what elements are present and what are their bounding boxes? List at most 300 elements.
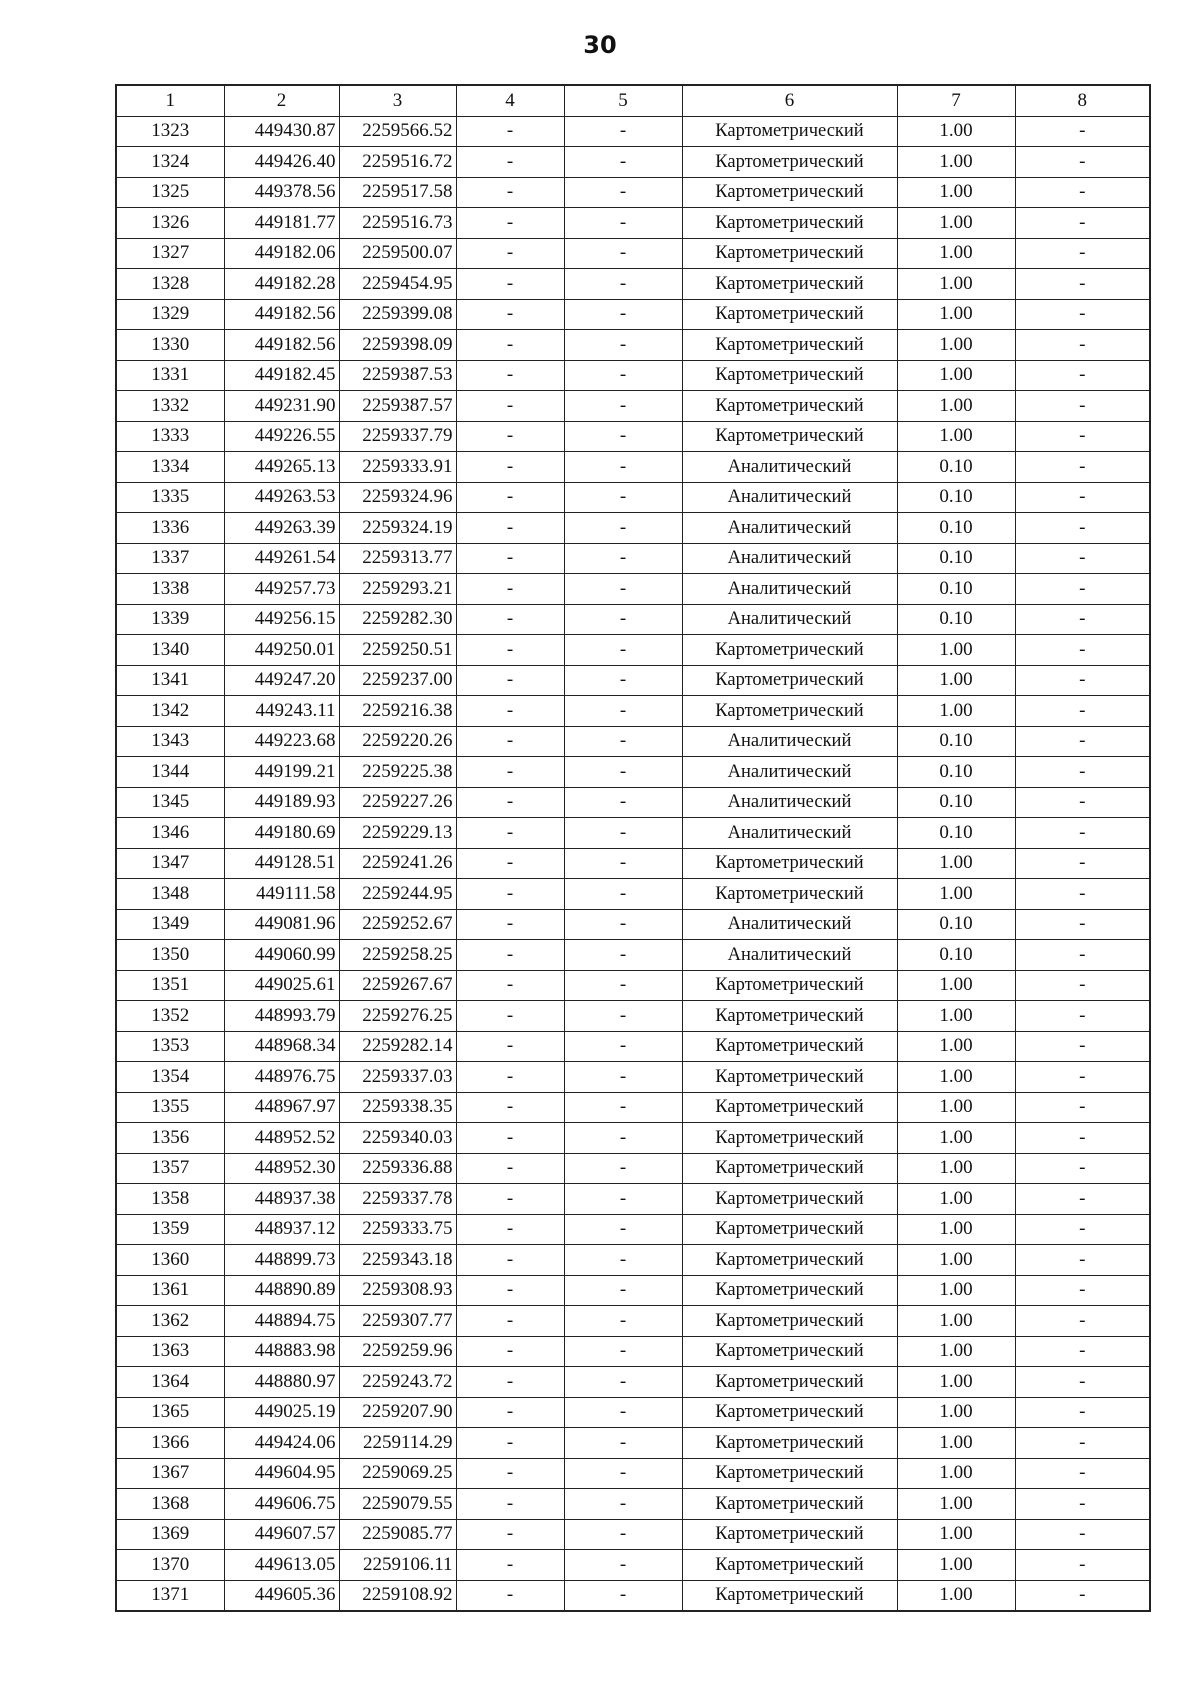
table-cell-coord-y: 2259337.79 xyxy=(339,421,456,452)
table-cell-coord-x: 449081.96 xyxy=(224,909,339,940)
table-row xyxy=(116,787,1150,818)
table-row xyxy=(116,1153,1150,1184)
table-cell-col-5-value: - xyxy=(564,1092,682,1123)
table-cell-col-5-value: - xyxy=(564,574,682,605)
table-cell-coord-y: 2259241.26 xyxy=(339,848,456,879)
column-header: 8 xyxy=(1015,85,1150,116)
table-cell-col-5-value: - xyxy=(564,757,682,788)
table-cell-point-number: 1332 xyxy=(116,391,224,422)
table-cell-coord-y: 2259500.07 xyxy=(339,238,456,269)
table-cell-col-4-value: - xyxy=(456,391,564,422)
table-cell-coord-y: 2259108.92 xyxy=(339,1580,456,1611)
table-row xyxy=(116,238,1150,269)
table-cell-accuracy: 1.00 xyxy=(897,879,1015,910)
table-cell-coord-x: 448976.75 xyxy=(224,1062,339,1093)
table-cell-method: Картометрический xyxy=(682,665,897,696)
table-cell-col-4-value: - xyxy=(456,208,564,239)
table-cell-coord-y: 2259324.19 xyxy=(339,513,456,544)
table-cell-point-number: 1345 xyxy=(116,787,224,818)
table-cell-col-4-value: - xyxy=(456,1092,564,1123)
page-number: 30 xyxy=(583,31,617,59)
table-cell-col-4-value: - xyxy=(456,818,564,849)
table-cell-col-4-value: - xyxy=(456,1153,564,1184)
table-cell-point-number: 1347 xyxy=(116,848,224,879)
table-cell-method: Картометрический xyxy=(682,330,897,361)
table-cell-col-5-value: - xyxy=(564,1367,682,1398)
table-row xyxy=(116,391,1150,422)
table-cell-method: Картометрический xyxy=(682,116,897,147)
table-cell-col-8-value: - xyxy=(1015,116,1150,147)
table-cell-coord-x: 449607.57 xyxy=(224,1519,339,1550)
table-cell-coord-x: 448880.97 xyxy=(224,1367,339,1398)
table-cell-col-4-value: - xyxy=(456,452,564,483)
table-cell-col-4-value: - xyxy=(456,848,564,879)
table-cell-coord-y: 2259216.38 xyxy=(339,696,456,727)
table-cell-coord-y: 2259313.77 xyxy=(339,543,456,574)
table-row xyxy=(116,1489,1150,1520)
table-cell-coord-x: 448952.52 xyxy=(224,1123,339,1154)
table-cell-col-4-value: - xyxy=(456,1550,564,1581)
table-cell-col-4-value: - xyxy=(456,1306,564,1337)
table-cell-method: Картометрический xyxy=(682,147,897,178)
table-cell-coord-x: 449231.90 xyxy=(224,391,339,422)
table-cell-point-number: 1371 xyxy=(116,1580,224,1611)
table-cell-coord-x: 449226.55 xyxy=(224,421,339,452)
table-cell-point-number: 1334 xyxy=(116,452,224,483)
table-cell-method: Картометрический xyxy=(682,1092,897,1123)
table-cell-col-5-value: - xyxy=(564,635,682,666)
table-cell-coord-x: 448937.12 xyxy=(224,1214,339,1245)
table-cell-col-5-value: - xyxy=(564,1031,682,1062)
table-cell-accuracy: 1.00 xyxy=(897,1580,1015,1611)
table-cell-coord-x: 448952.30 xyxy=(224,1153,339,1184)
table-row xyxy=(116,1001,1150,1032)
table-cell-col-4-value: - xyxy=(456,1458,564,1489)
table-cell-col-4-value: - xyxy=(456,360,564,391)
table-cell-col-4-value: - xyxy=(456,1062,564,1093)
table-row xyxy=(116,1275,1150,1306)
table-cell-col-8-value: - xyxy=(1015,909,1150,940)
table-cell-coord-y: 2259307.77 xyxy=(339,1306,456,1337)
table-cell-col-4-value: - xyxy=(456,757,564,788)
table-row xyxy=(116,1458,1150,1489)
table-row xyxy=(116,1123,1150,1154)
table-cell-coord-y: 2259276.25 xyxy=(339,1001,456,1032)
table-cell-coord-x: 449606.75 xyxy=(224,1489,339,1520)
table-cell-accuracy: 1.00 xyxy=(897,696,1015,727)
table-cell-col-5-value: - xyxy=(564,1336,682,1367)
table-cell-accuracy: 1.00 xyxy=(897,1306,1015,1337)
table-cell-point-number: 1355 xyxy=(116,1092,224,1123)
table-cell-col-5-value: - xyxy=(564,208,682,239)
table-cell-accuracy: 1.00 xyxy=(897,1062,1015,1093)
table-cell-col-8-value: - xyxy=(1015,635,1150,666)
table-cell-col-4-value: - xyxy=(456,970,564,1001)
table-cell-accuracy: 1.00 xyxy=(897,147,1015,178)
table-cell-col-5-value: - xyxy=(564,665,682,696)
table-row xyxy=(116,1550,1150,1581)
table-cell-coord-x: 448899.73 xyxy=(224,1245,339,1276)
table-cell-point-number: 1364 xyxy=(116,1367,224,1398)
table-cell-method: Аналитический xyxy=(682,452,897,483)
table-cell-col-4-value: - xyxy=(456,299,564,330)
table-cell-point-number: 1328 xyxy=(116,269,224,300)
table-cell-col-5-value: - xyxy=(564,421,682,452)
table-cell-coord-x: 449111.58 xyxy=(224,879,339,910)
table-cell-coord-y: 2259227.26 xyxy=(339,787,456,818)
table-cell-accuracy: 1.00 xyxy=(897,1001,1015,1032)
table-cell-col-4-value: - xyxy=(456,1519,564,1550)
table-cell-point-number: 1342 xyxy=(116,696,224,727)
table-cell-col-4-value: - xyxy=(456,635,564,666)
table-cell-accuracy: 1.00 xyxy=(897,665,1015,696)
table-cell-coord-x: 449189.93 xyxy=(224,787,339,818)
table-cell-method: Картометрический xyxy=(682,299,897,330)
table-cell-coord-x: 449182.28 xyxy=(224,269,339,300)
table-cell-col-8-value: - xyxy=(1015,757,1150,788)
table-row xyxy=(116,452,1150,483)
table-cell-coord-x: 448894.75 xyxy=(224,1306,339,1337)
table-cell-accuracy: 0.10 xyxy=(897,726,1015,757)
table-cell-col-5-value: - xyxy=(564,1275,682,1306)
table-cell-coord-y: 2259282.14 xyxy=(339,1031,456,1062)
table-cell-point-number: 1344 xyxy=(116,757,224,788)
table-cell-point-number: 1366 xyxy=(116,1428,224,1459)
table-cell-col-8-value: - xyxy=(1015,726,1150,757)
table-cell-method: Аналитический xyxy=(682,787,897,818)
table-cell-col-8-value: - xyxy=(1015,1458,1150,1489)
table-cell-method: Аналитический xyxy=(682,726,897,757)
table-cell-col-8-value: - xyxy=(1015,208,1150,239)
table-cell-col-4-value: - xyxy=(456,1214,564,1245)
table-cell-accuracy: 0.10 xyxy=(897,757,1015,788)
table-cell-coord-y: 2259282.30 xyxy=(339,604,456,635)
table-cell-coord-x: 449025.61 xyxy=(224,970,339,1001)
table-cell-coord-x: 449182.45 xyxy=(224,360,339,391)
table-cell-point-number: 1359 xyxy=(116,1214,224,1245)
table-row xyxy=(116,1397,1150,1428)
table-cell-point-number: 1329 xyxy=(116,299,224,330)
table-cell-col-8-value: - xyxy=(1015,391,1150,422)
table-cell-col-5-value: - xyxy=(564,1489,682,1520)
table-row xyxy=(116,1519,1150,1550)
table-cell-coord-x: 449265.13 xyxy=(224,452,339,483)
table-row xyxy=(116,513,1150,544)
table-cell-col-5-value: - xyxy=(564,909,682,940)
table-cell-col-5-value: - xyxy=(564,879,682,910)
table-cell-col-8-value: - xyxy=(1015,1153,1150,1184)
table-cell-col-8-value: - xyxy=(1015,482,1150,513)
table-cell-col-5-value: - xyxy=(564,970,682,1001)
table-cell-method: Картометрический xyxy=(682,421,897,452)
table-cell-col-8-value: - xyxy=(1015,1184,1150,1215)
table-cell-accuracy: 0.10 xyxy=(897,604,1015,635)
table-cell-col-5-value: - xyxy=(564,116,682,147)
table-cell-col-5-value: - xyxy=(564,177,682,208)
table-cell-col-4-value: - xyxy=(456,330,564,361)
table-row xyxy=(116,1092,1150,1123)
table-cell-point-number: 1369 xyxy=(116,1519,224,1550)
table-cell-accuracy: 1.00 xyxy=(897,1184,1015,1215)
table-cell-col-5-value: - xyxy=(564,1306,682,1337)
table-cell-point-number: 1343 xyxy=(116,726,224,757)
table-cell-accuracy: 1.00 xyxy=(897,299,1015,330)
table-cell-method: Картометрический xyxy=(682,1184,897,1215)
table-cell-point-number: 1363 xyxy=(116,1336,224,1367)
table-cell-col-5-value: - xyxy=(564,1123,682,1154)
table-cell-point-number: 1325 xyxy=(116,177,224,208)
table-cell-col-4-value: - xyxy=(456,909,564,940)
table-cell-coord-y: 2259454.95 xyxy=(339,269,456,300)
table-cell-col-8-value: - xyxy=(1015,1001,1150,1032)
table-row xyxy=(116,1245,1150,1276)
table-cell-coord-y: 2259399.08 xyxy=(339,299,456,330)
table-cell-coord-x: 449604.95 xyxy=(224,1458,339,1489)
table-cell-col-8-value: - xyxy=(1015,970,1150,1001)
table-cell-coord-x: 449182.56 xyxy=(224,299,339,330)
table-header-row xyxy=(116,85,1150,116)
table-cell-col-4-value: - xyxy=(456,482,564,513)
table-cell-coord-x: 448937.38 xyxy=(224,1184,339,1215)
table-cell-coord-y: 2259333.75 xyxy=(339,1214,456,1245)
table-cell-coord-y: 2259398.09 xyxy=(339,330,456,361)
table-cell-coord-y: 2259293.21 xyxy=(339,574,456,605)
table-cell-accuracy: 1.00 xyxy=(897,360,1015,391)
table-cell-coord-y: 2259114.29 xyxy=(339,1428,456,1459)
column-header: 1 xyxy=(116,85,224,116)
table-cell-col-4-value: - xyxy=(456,421,564,452)
table-cell-col-8-value: - xyxy=(1015,1275,1150,1306)
table-cell-col-8-value: - xyxy=(1015,940,1150,971)
table-cell-col-8-value: - xyxy=(1015,1428,1150,1459)
table-cell-col-4-value: - xyxy=(456,574,564,605)
table-cell-accuracy: 0.10 xyxy=(897,543,1015,574)
table-cell-method: Картометрический xyxy=(682,696,897,727)
table-cell-accuracy: 1.00 xyxy=(897,1031,1015,1062)
table-cell-point-number: 1327 xyxy=(116,238,224,269)
table-cell-point-number: 1365 xyxy=(116,1397,224,1428)
table-cell-col-5-value: - xyxy=(564,330,682,361)
table-cell-col-8-value: - xyxy=(1015,1336,1150,1367)
table-cell-col-5-value: - xyxy=(564,848,682,879)
table-cell-coord-y: 2259566.52 xyxy=(339,116,456,147)
table-cell-coord-x: 448993.79 xyxy=(224,1001,339,1032)
table-cell-accuracy: 1.00 xyxy=(897,1275,1015,1306)
column-header: 5 xyxy=(564,85,682,116)
table-cell-point-number: 1351 xyxy=(116,970,224,1001)
table-cell-col-8-value: - xyxy=(1015,330,1150,361)
table-cell-coord-y: 2259337.03 xyxy=(339,1062,456,1093)
column-header: 6 xyxy=(682,85,897,116)
column-header: 3 xyxy=(339,85,456,116)
table-cell-col-8-value: - xyxy=(1015,665,1150,696)
table-cell-col-5-value: - xyxy=(564,543,682,574)
table-cell-col-8-value: - xyxy=(1015,1519,1150,1550)
table-cell-col-4-value: - xyxy=(456,879,564,910)
table-row xyxy=(116,909,1150,940)
table-cell-coord-x: 449261.54 xyxy=(224,543,339,574)
table-cell-point-number: 1349 xyxy=(116,909,224,940)
table-cell-col-8-value: - xyxy=(1015,1062,1150,1093)
table-cell-col-8-value: - xyxy=(1015,177,1150,208)
table-cell-col-8-value: - xyxy=(1015,238,1150,269)
table-cell-col-4-value: - xyxy=(456,1336,564,1367)
table-cell-point-number: 1330 xyxy=(116,330,224,361)
table-cell-accuracy: 0.10 xyxy=(897,909,1015,940)
table-cell-point-number: 1354 xyxy=(116,1062,224,1093)
table-cell-method: Картометрический xyxy=(682,1397,897,1428)
table-row xyxy=(116,818,1150,849)
table-cell-col-8-value: - xyxy=(1015,513,1150,544)
table-cell-coord-y: 2259308.93 xyxy=(339,1275,456,1306)
table-cell-method: Картометрический xyxy=(682,208,897,239)
table-cell-col-5-value: - xyxy=(564,299,682,330)
table-cell-col-4-value: - xyxy=(456,116,564,147)
table-cell-col-8-value: - xyxy=(1015,1397,1150,1428)
table-cell-method: Аналитический xyxy=(682,940,897,971)
table-row xyxy=(116,269,1150,300)
table-cell-col-4-value: - xyxy=(456,1367,564,1398)
table-cell-coord-y: 2259225.38 xyxy=(339,757,456,788)
table-cell-coord-y: 2259220.26 xyxy=(339,726,456,757)
table-row xyxy=(116,604,1150,635)
table-cell-col-4-value: - xyxy=(456,147,564,178)
table-cell-col-4-value: - xyxy=(456,1428,564,1459)
table-cell-col-5-value: - xyxy=(564,604,682,635)
table-cell-col-4-value: - xyxy=(456,1184,564,1215)
table-cell-coord-y: 2259229.13 xyxy=(339,818,456,849)
table-cell-col-8-value: - xyxy=(1015,574,1150,605)
table-cell-point-number: 1326 xyxy=(116,208,224,239)
table-row xyxy=(116,726,1150,757)
table-cell-accuracy: 1.00 xyxy=(897,330,1015,361)
table-cell-col-4-value: - xyxy=(456,543,564,574)
table-cell-coord-x: 449378.56 xyxy=(224,177,339,208)
table-row xyxy=(116,208,1150,239)
table-cell-point-number: 1346 xyxy=(116,818,224,849)
table-row xyxy=(116,1580,1150,1611)
table-cell-coord-x: 449025.19 xyxy=(224,1397,339,1428)
table-row xyxy=(116,879,1150,910)
table-cell-method: Картометрический xyxy=(682,391,897,422)
table-cell-method: Картометрический xyxy=(682,360,897,391)
table-cell-accuracy: 1.00 xyxy=(897,208,1015,239)
table-cell-method: Картометрический xyxy=(682,1580,897,1611)
table-cell-point-number: 1324 xyxy=(116,147,224,178)
table-cell-point-number: 1353 xyxy=(116,1031,224,1062)
table-cell-coord-y: 2259387.57 xyxy=(339,391,456,422)
table-cell-col-5-value: - xyxy=(564,1428,682,1459)
table-cell-point-number: 1336 xyxy=(116,513,224,544)
table-body xyxy=(116,116,1150,1611)
table-cell-method: Картометрический xyxy=(682,1245,897,1276)
table-cell-coord-y: 2259267.67 xyxy=(339,970,456,1001)
table-cell-col-8-value: - xyxy=(1015,1489,1150,1520)
table-cell-accuracy: 1.00 xyxy=(897,848,1015,879)
table-cell-col-8-value: - xyxy=(1015,1245,1150,1276)
table-cell-coord-x: 448967.97 xyxy=(224,1092,339,1123)
table-row xyxy=(116,757,1150,788)
table-cell-col-5-value: - xyxy=(564,787,682,818)
table-cell-coord-x: 449256.15 xyxy=(224,604,339,635)
table-cell-col-4-value: - xyxy=(456,787,564,818)
table-cell-coord-x: 449263.53 xyxy=(224,482,339,513)
table-row xyxy=(116,574,1150,605)
table-cell-coord-y: 2259244.95 xyxy=(339,879,456,910)
table-cell-col-5-value: - xyxy=(564,1001,682,1032)
table-cell-point-number: 1337 xyxy=(116,543,224,574)
table-cell-col-5-value: - xyxy=(564,238,682,269)
table-cell-col-8-value: - xyxy=(1015,787,1150,818)
table-cell-accuracy: 1.00 xyxy=(897,1550,1015,1581)
table-cell-method: Картометрический xyxy=(682,848,897,879)
table-cell-coord-x: 449243.11 xyxy=(224,696,339,727)
column-header: 7 xyxy=(897,85,1015,116)
table-row xyxy=(116,635,1150,666)
table-cell-method: Аналитический xyxy=(682,818,897,849)
table-row xyxy=(116,147,1150,178)
table-cell-method: Аналитический xyxy=(682,604,897,635)
table-cell-method: Картометрический xyxy=(682,1489,897,1520)
table-cell-point-number: 1323 xyxy=(116,116,224,147)
coordinates-table xyxy=(115,84,1151,1612)
table-cell-coord-x: 448968.34 xyxy=(224,1031,339,1062)
table-cell-col-8-value: - xyxy=(1015,147,1150,178)
table-cell-col-5-value: - xyxy=(564,1184,682,1215)
table-cell-accuracy: 1.00 xyxy=(897,1245,1015,1276)
table-cell-method: Картометрический xyxy=(682,1428,897,1459)
table-cell-method: Аналитический xyxy=(682,543,897,574)
table-cell-accuracy: 1.00 xyxy=(897,269,1015,300)
table-cell-col-4-value: - xyxy=(456,604,564,635)
table-cell-point-number: 1352 xyxy=(116,1001,224,1032)
table-cell-method: Картометрический xyxy=(682,177,897,208)
table-cell-point-number: 1360 xyxy=(116,1245,224,1276)
table-cell-accuracy: 1.00 xyxy=(897,1214,1015,1245)
table-cell-accuracy: 1.00 xyxy=(897,1336,1015,1367)
table-row xyxy=(116,116,1150,147)
table-cell-coord-y: 2259259.96 xyxy=(339,1336,456,1367)
column-header: 4 xyxy=(456,85,564,116)
table-cell-col-5-value: - xyxy=(564,726,682,757)
table-cell-accuracy: 1.00 xyxy=(897,1367,1015,1398)
table-cell-coord-y: 2259079.55 xyxy=(339,1489,456,1520)
table-cell-point-number: 1367 xyxy=(116,1458,224,1489)
table-cell-col-4-value: - xyxy=(456,940,564,971)
table-cell-coord-y: 2259085.77 xyxy=(339,1519,456,1550)
table-cell-method: Картометрический xyxy=(682,1153,897,1184)
table-cell-col-5-value: - xyxy=(564,1550,682,1581)
table-cell-method: Картометрический xyxy=(682,879,897,910)
table-cell-col-5-value: - xyxy=(564,1458,682,1489)
table-cell-accuracy: 0.10 xyxy=(897,818,1015,849)
table-row xyxy=(116,1184,1150,1215)
table-cell-col-5-value: - xyxy=(564,818,682,849)
table-row xyxy=(116,1428,1150,1459)
table-cell-col-8-value: - xyxy=(1015,1092,1150,1123)
table-cell-coord-y: 2259338.35 xyxy=(339,1092,456,1123)
table-cell-col-8-value: - xyxy=(1015,818,1150,849)
table-cell-coord-x: 449060.99 xyxy=(224,940,339,971)
table-cell-col-8-value: - xyxy=(1015,452,1150,483)
table-cell-coord-x: 449424.06 xyxy=(224,1428,339,1459)
table-cell-accuracy: 1.00 xyxy=(897,1092,1015,1123)
table-cell-accuracy: 0.10 xyxy=(897,452,1015,483)
table-cell-coord-y: 2259337.78 xyxy=(339,1184,456,1215)
table-cell-method: Аналитический xyxy=(682,574,897,605)
table-cell-col-4-value: - xyxy=(456,238,564,269)
table-cell-col-8-value: - xyxy=(1015,604,1150,635)
